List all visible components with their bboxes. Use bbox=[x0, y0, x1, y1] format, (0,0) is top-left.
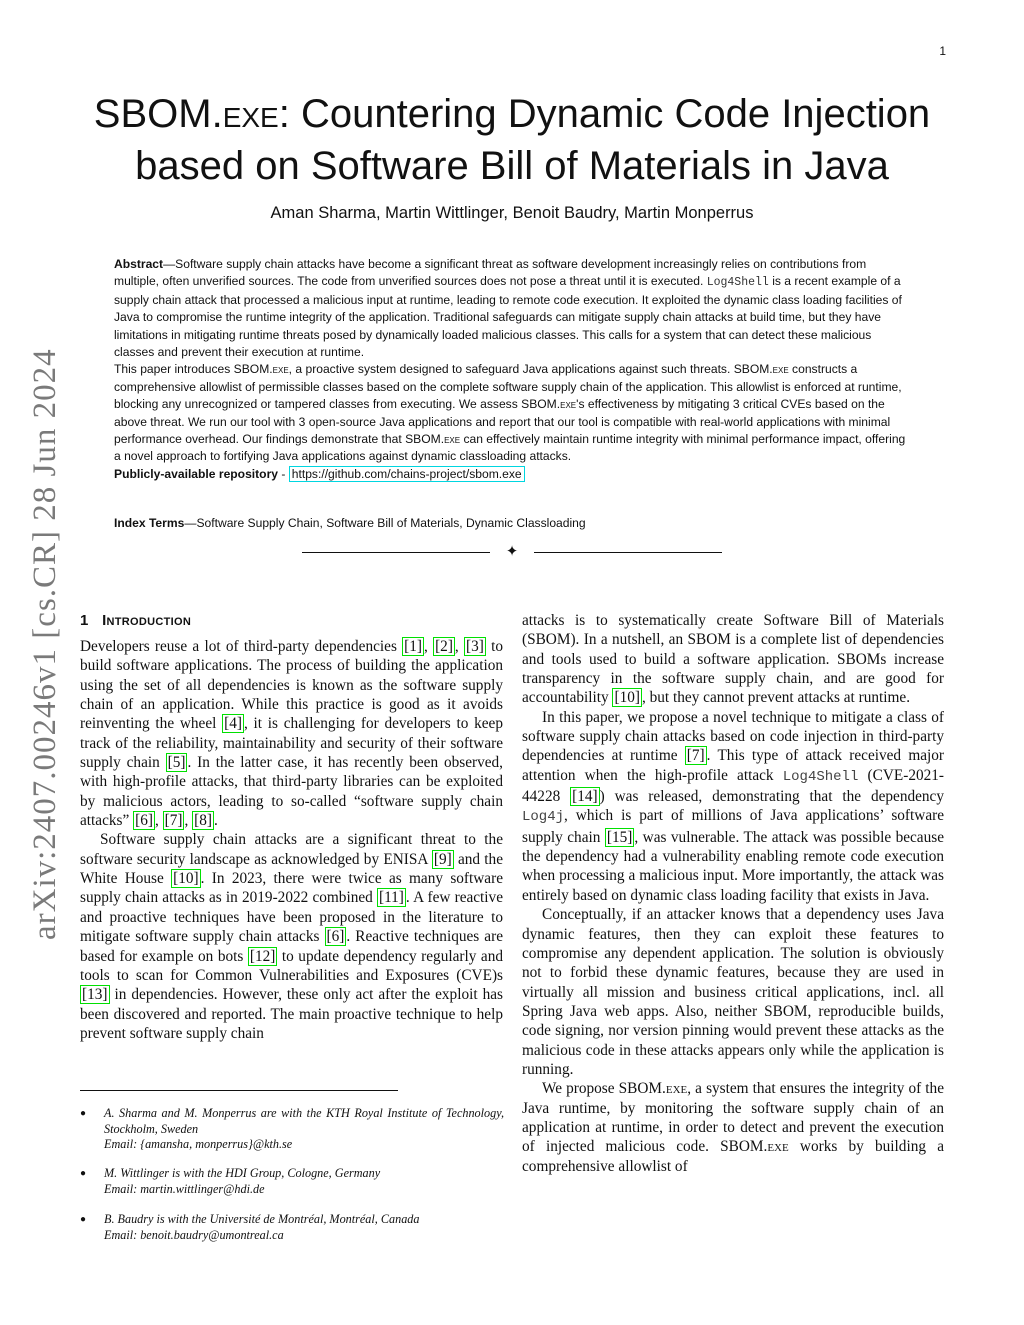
body-text: , a system that ensures the integrity of the Java runtime, by monitoring the software supply chain of an application at runtime, in order to detect and prevent the execution of injected malicious code. SBOM. bbox=[522, 1080, 944, 1156]
footnote-rule bbox=[80, 1090, 398, 1091]
body-text: . A few reactive and proactive techniques have been proposed in the literature to mitigate software supply chain attacks bbox=[80, 889, 503, 946]
footnote-text bbox=[104, 1106, 504, 1153]
divider-line-right bbox=[534, 552, 722, 553]
footnote-affiliation-1 bbox=[80, 1106, 503, 1154]
body-text: , bbox=[424, 638, 434, 655]
citation-link[interactable]: [11] bbox=[378, 889, 404, 907]
smallcaps-exe: exe bbox=[767, 1138, 789, 1156]
citation-link[interactable]: [12] bbox=[249, 947, 276, 965]
body-text: Developers reuse a lot of third-party dependencies bbox=[80, 638, 403, 655]
body-text: , bbox=[184, 812, 193, 830]
body-text: , bbox=[154, 812, 163, 830]
body-text: attacks is to systematically create Software Bill of Materials (SBOM). In a nutshell, an SBOM is a complete list of dependencies and tools used to build a software application. SBOMs increase transparency in the software supply chain, and are good for accountability bbox=[522, 612, 944, 707]
intro-paragraph-5: Conceptually, if an attacker knows that a dependency uses Java dynamic features, then they can exploit these features to compromise any dependent application. The solution is obviously not to forbid these dynamic features, because they are used in virtually all mission and business critical applications, incl. all Spring Java web apps. Also, neither SBOM, reproducible builds, code signing, nor version pinning would prevent these attacks as the malicious code in these attacks appears only while the application is running. bbox=[522, 906, 944, 1078]
abstract-text: can effectively maintain runtime integrity with minimal performance impact, offering a novel approach to fortifying Java applications against dynamic classloading attacks. bbox=[114, 432, 906, 464]
left-column bbox=[80, 637, 503, 1043]
citation-link[interactable]: [10] bbox=[614, 689, 640, 707]
inline-code: Log4Shell bbox=[706, 276, 769, 290]
footnote-line: B. Baudry is with the Université de Montréal, Montréal, Canada bbox=[104, 1212, 420, 1226]
arxiv-stamp: arXiv:2407.00246v1 [cs.CR] 28 Jun 2024 bbox=[27, 348, 63, 940]
abstract-text: This paper introduces SBOM. bbox=[114, 362, 273, 377]
body-text: ) was released, demonstrating that the dependency bbox=[599, 788, 944, 806]
page-number: 1 bbox=[939, 44, 946, 58]
intro-paragraph-1 bbox=[80, 637, 503, 830]
title-line2: based on Software Bill of Materials in Java bbox=[135, 144, 889, 188]
bullet-icon: ● bbox=[80, 1108, 87, 1119]
smallcaps-exe: exe bbox=[665, 1080, 688, 1098]
body-text: In this paper, we propose a novel technique to mitigate a class of software supply chain attacks based on code injection in third-party dependencies at runtime bbox=[522, 708, 944, 765]
bullet-icon: ● bbox=[80, 1168, 87, 1179]
body-text: . In 2023, there were twice as many software supply chain attacks as in 2019-2022 combined bbox=[80, 870, 503, 907]
abstract-text: , a proactive system designed to safeguard Java applications against such threats. SBOM. bbox=[288, 362, 773, 377]
body-text: . This type of attack received major attention when the high-profile attack bbox=[522, 747, 945, 784]
section-name-rest: ntroduction bbox=[106, 612, 192, 629]
body-text: , bbox=[454, 638, 464, 655]
footnote-affiliation-3 bbox=[80, 1212, 503, 1244]
intro-paragraph-3 bbox=[522, 611, 944, 708]
footnote-line: A. Sharma and M. Monperrus are with the KTH Royal Institute of Technology, Stockholm, Sweden bbox=[104, 1106, 504, 1136]
abstract-text: is a recent example of a supply chain attack that processed a malicious input at runtime, leading to remote code execution. It exploited the dynamic class loading facilities of Java to compromise the runtime integrity of the application. Traditional safeguards can mitigate supply chain attacks at build time, but they have limitations in mitigating runtime threats posed by dynamically loaded malicious classes. This calls for a system that can detect these malicious classes and prevent their execution at runtime. bbox=[114, 274, 902, 360]
paper-title bbox=[60, 88, 964, 192]
inline-code: Log4j bbox=[522, 809, 565, 826]
section-number: 1 bbox=[80, 612, 89, 629]
citation-link[interactable]: [6] bbox=[135, 812, 153, 830]
index-terms-label: Index Terms bbox=[114, 516, 185, 530]
footnote-email: Email: martin.wittlinger@hdi.de bbox=[104, 1181, 265, 1196]
footnote-email: Email: {amansha, monperrus}@kth.se bbox=[104, 1137, 293, 1152]
body-text: (CVE-2021-44228 bbox=[522, 766, 945, 806]
citation-link[interactable]: [8] bbox=[194, 812, 212, 830]
footnote-line: M. Wittlinger is with the HDI Group, Cologne, Germany bbox=[104, 1166, 381, 1180]
body-text: , which is part of millions of Java applications’ software supply chain bbox=[522, 807, 944, 846]
citation-link[interactable]: [5] bbox=[167, 754, 186, 772]
body-text: . Reactive techniques are based for example on bots bbox=[80, 928, 503, 965]
citation-link[interactable]: [6] bbox=[326, 928, 345, 946]
footnote-text bbox=[104, 1166, 504, 1197]
repo-label: Publicly-available repository bbox=[114, 466, 278, 481]
citation-link[interactable]: [7] bbox=[164, 812, 183, 830]
inline-code: Log4Shell bbox=[782, 768, 859, 785]
body-text: Software supply chain attacks are a significant threat to the software security landscape as acknowledged by ENISA bbox=[80, 831, 503, 868]
abstract-paragraph-1 bbox=[114, 256, 914, 361]
footnote-email: Email: benoit.baudry@umontreal.ca bbox=[104, 1227, 284, 1242]
citation-link[interactable]: [2] bbox=[435, 638, 453, 655]
body-text: We propose SBOM. bbox=[542, 1080, 666, 1098]
body-text: in dependencies. However, these only act after the exploit has been discovered and reported. The main proactive technique to help prevent software supply chain bbox=[80, 986, 503, 1042]
repo-separator: - bbox=[278, 466, 289, 481]
citation-link[interactable]: [4] bbox=[224, 715, 242, 733]
section-name-first: I bbox=[102, 612, 107, 629]
repo-link[interactable]: https://github.com/chains-project/sbom.exe bbox=[289, 466, 525, 482]
citation-link[interactable]: [14] bbox=[572, 788, 598, 806]
intro-paragraph-4 bbox=[522, 708, 944, 905]
abstract-text: constructs a comprehensive allowlist of permissible classes based on the complete software supply chain of the application. This allowlist is enforced at runtime, blocking any unrecognized or tampered classes from executing. We assess SBOM. bbox=[114, 362, 902, 412]
body-text: , was vulnerable. The attack was possible because the dependency had a vulnerability enabling remote code execution when processing a malicious input. More importantly, the attack was entirely based on dynamic class loading facility that exists in Java. bbox=[522, 828, 944, 904]
abstract-label: Abstract bbox=[114, 257, 164, 271]
body-text: to build software applications. The process of building the application using the set of all dependencies is known as the software supply chain of an application. While this practice is good as it avoids reinventing the wheel bbox=[80, 638, 503, 733]
index-terms bbox=[114, 516, 914, 530]
body-text: , it is challenging for developers to keep track of the reliability, maintainability and security of their software supply chain bbox=[80, 715, 503, 772]
smallcaps-exe: exe bbox=[444, 432, 461, 447]
citation-link[interactable]: [10] bbox=[173, 870, 199, 888]
smallcaps-exe: exe bbox=[560, 397, 577, 412]
section-divider bbox=[302, 544, 722, 562]
abstract-text: —Software supply chain attacks have become a significant threat as software development increasingly relies on contributions from multiple, often unverified sources. The code from unverified sources does not pose a threat until it is executed. bbox=[114, 257, 867, 289]
citation-link[interactable]: [15] bbox=[606, 828, 633, 846]
abstract bbox=[114, 256, 914, 483]
divider-line-left bbox=[302, 552, 490, 553]
section-heading bbox=[80, 612, 191, 629]
body-text: and the White House bbox=[80, 850, 503, 888]
index-terms-text: —Software Supply Chain, Software Bill of Materials, Dynamic Classloading bbox=[184, 516, 586, 530]
abstract-paragraph-2 bbox=[114, 361, 914, 465]
repository-line bbox=[114, 466, 914, 483]
smallcaps-exe: exe bbox=[772, 362, 789, 377]
body-text: to update dependency regularly and tools to scan for Common Vulnerabilities and Exposures (CVE)s bbox=[80, 947, 503, 984]
footnote-affiliation-2 bbox=[80, 1166, 503, 1198]
bullet-icon: ● bbox=[80, 1214, 87, 1225]
body-text: . bbox=[213, 812, 218, 830]
smallcaps-exe: exe bbox=[272, 362, 289, 377]
intro-paragraph-2 bbox=[80, 830, 503, 1043]
body-text: works by building a comprehensive allowlist of bbox=[522, 1138, 944, 1175]
intro-paragraph-6 bbox=[522, 1079, 944, 1176]
title-part1: SBOM. bbox=[93, 92, 223, 136]
right-column bbox=[522, 611, 944, 1176]
title-part2: exe bbox=[222, 92, 279, 136]
body-text: . In the latter case, it has recently been observed, with high-profile attacks, that third-party libraries can be exploited by malicious actors, leading to so-called “software supply chain attacks” bbox=[80, 754, 503, 830]
body-text: , but they cannot prevent attacks at runtime. bbox=[641, 689, 911, 707]
citation-link[interactable]: [1] bbox=[404, 638, 422, 655]
title-part3: : Countering Dynamic Code Injection bbox=[278, 92, 931, 136]
abstract-text: 's effectiveness by mitigating 3 critical CVEs based on the above threat. We run our tool with 3 open-source Java applications and report that our tool is compatible with real-world applications with minimal performance overhead. Our findings demonstrate that SBOM. bbox=[114, 397, 891, 447]
citation-link[interactable]: [13] bbox=[82, 986, 108, 1004]
citation-link[interactable]: [9] bbox=[433, 850, 452, 868]
divider-star-icon: ✦ bbox=[505, 544, 519, 560]
citation-link[interactable]: [7] bbox=[686, 747, 705, 765]
citation-link[interactable]: [3] bbox=[466, 638, 484, 655]
footnote-text bbox=[104, 1212, 504, 1243]
author-list: Aman Sharma, Martin Wittlinger, Benoit Baudry, Martin Monperrus bbox=[270, 204, 754, 222]
